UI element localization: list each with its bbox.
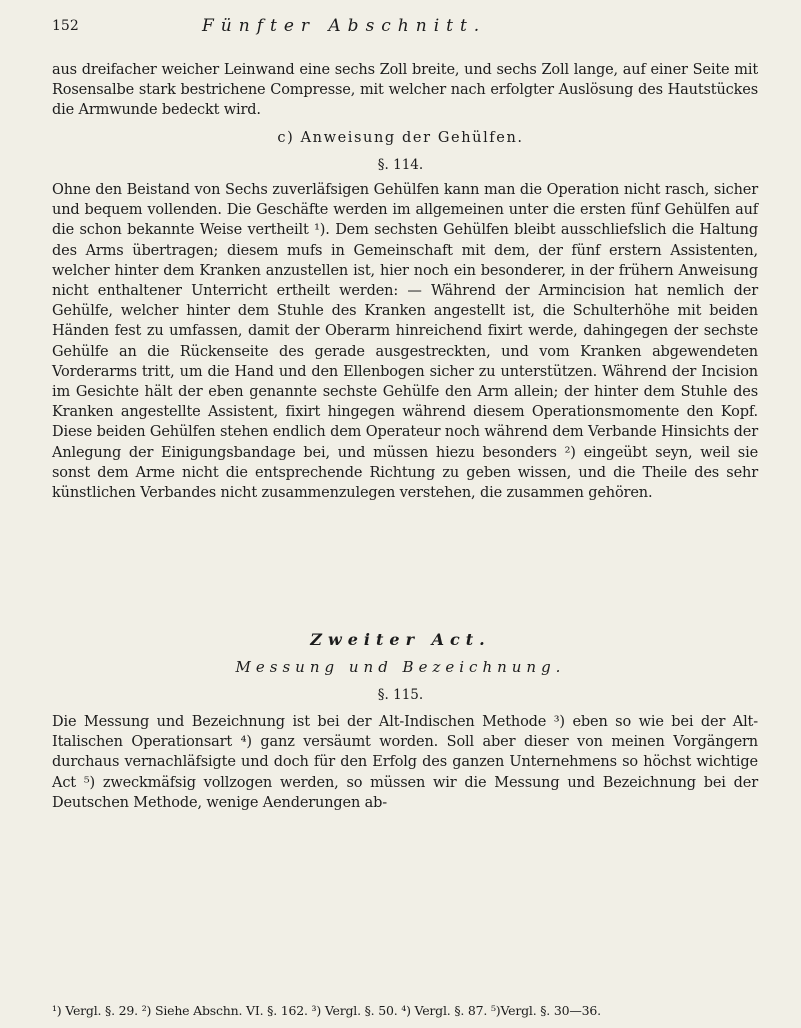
paragraph-number-114: §. 114. [377, 157, 424, 173]
intro-paragraph: aus dreifacher weicher Leinwand eine sechs Zoll breite, und sechs Zoll lange, auf einer Seite mit Rosensalbe stark bestrichene Compresse, mit welcher nach erfolgter Auslösung des Hautstückes die Armwunde bedeckt wird. [52, 62, 758, 119]
footnotes: ¹) Vergl. §. 29. ²) Siehe Abschn. VI. §. 162. ³) Vergl. §. 50. ⁴) Vergl. §. 87. ⁵)Vergl. §. 30—36. [52, 1003, 601, 1018]
paragraph-number-115: §. 115. [377, 687, 424, 703]
act-title: Zweiter Act. [310, 630, 491, 649]
page-number: 152 [52, 18, 79, 34]
act-subtitle: Messung und Bezeichnung. [235, 658, 566, 676]
paragraph-114-text: Ohne den Beistand von Sechs zuverläfsigen Gehülfen kann man die Operation nicht rasch, sicher und bequem vollenden. Die Geschäfte werden im allgemeinen unter die ersten fünf Gehülfen auf die schon bekannte Weise vertheilt ¹). Dem sechsten Gehülfen bleibt ausschliefslich die Haltung des Arms übertragen; diesem mufs in Gemeinschaft mit dem, der fünf erstern Assistenten, welcher hinter dem Kranken anzustellen ist, hier noch ein besonderer, in der frühern Anweisung nicht enthaltener Unterricht ertheilt werden: — Während der Armincision hat nemlich der Gehülfe, welcher hinter dem Stuhle des Kranken angestellt ist, die Schulterhöhe mit beiden Händen fest zu umfassen, damit der Oberarm hinreichend fixirt werde, dahingegen der sechste Gehülfe an die Rückenseite des gerade ausgestreckten, und vom Kranken abgewendeten Vorderarms tritt, um die Hand und den Ellenbogen sicher zu unterstützen. Während der Incision im Gesichte hält der eben genannte sechste Gehülfe den Arm allein; der hinter dem Stuhle des Kranken angestellte Assistent, fixirt hingegen während diesem Operationsmomente den Kopf. Diese beiden Gehülfen stehen endlich dem Operateur noch während dem Verbande Hinsichts der Anlegung der Einigungsbandage bei, und müssen hiezu besonders ²) eingeübt seyn, weil sie sonst dem Arme nicht die entsprechende Richtung zu geben wissen, und die Theile des sehr künstlichen Verbandes nicht zusammenzulegen verstehen, die zusammen gehören. [52, 182, 758, 502]
page-header [52, 16, 752, 44]
running-head: Fünfter Abschnitt. [202, 16, 487, 36]
section-heading: c) Anweisung der Gehülfen. [277, 130, 524, 146]
paragraph-115-text: Die Messung und Bezeichnung ist bei der Alt-Indischen Methode ³) eben so wie bei der Alt-Italischen Operationsart ⁴) ganz versäumt worden. Soll aber dieser von meinen Vorgängern durchaus vernachläfsigte und doch für den Erfolg des ganzen Unternehmens so höchst wichtige Act ⁵) zweckmäfsig vollzogen werden, so müssen wir die Messung und Bezeichnung bei der Deutschen Methode, wenige Aenderungen ab- [52, 714, 758, 811]
